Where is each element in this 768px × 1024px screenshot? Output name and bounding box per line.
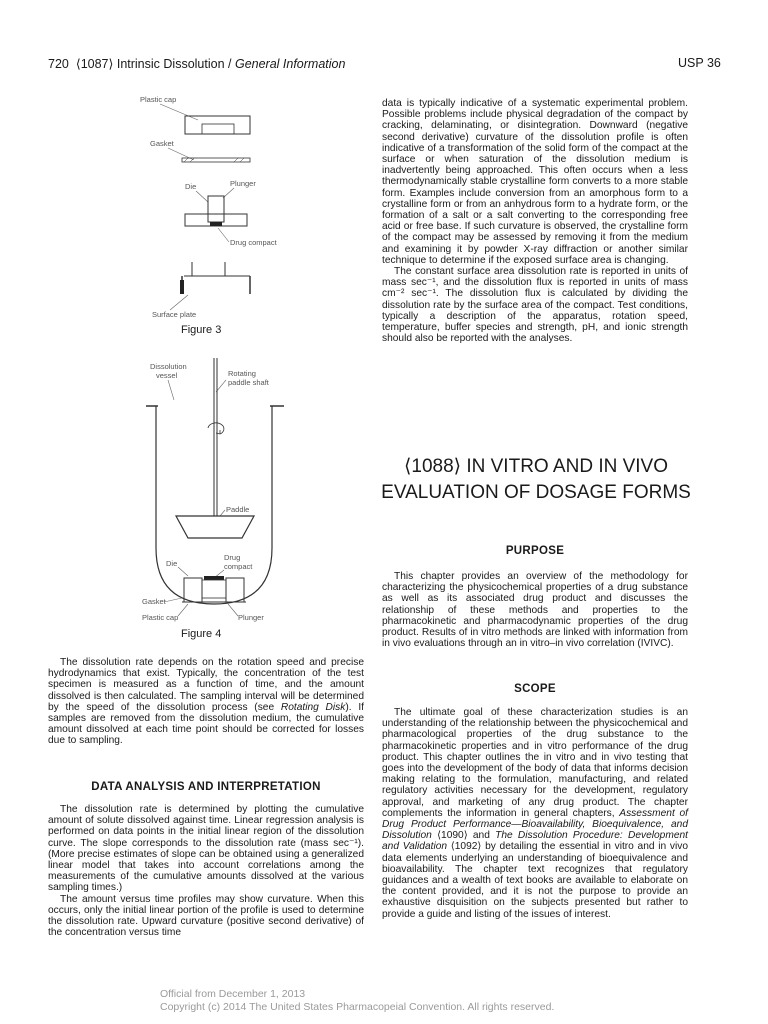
fig4-label-plastic-cap: Plastic cap	[142, 613, 179, 622]
paragraph-regression: The dissolution rate is determined by plotting the cumulative amount of solute dissolved against time. Linear regression analysis is performed on data points in the initial linear region of the dissolution curve. The slope corresponds to the dissolution rate (mass sec⁻¹). (More precise estimates of slope can be obtained using a generalized linear model that takes into account correlations among the measurements of the cumulative amounts dissolved at the various sampling times.)	[48, 804, 364, 894]
paragraph-flux: The constant surface area dissolution rate is reported in units of mass sec⁻¹, and the dissolution flux is reported in units of mass cm⁻² sec⁻¹. The dissolution flux is calculated by dividing the dissolution rate by the surface area of the compact. Test conditions, typically a description of the apparatus, rotation speed, temperature, buffer species and strength, pH, and ionic strength should also be reported with the analyses.	[382, 266, 688, 345]
figure-4-caption: Figure 4	[181, 628, 222, 640]
section-title: ⟨1087⟩ Intrinsic Dissolution /	[75, 57, 232, 71]
fig4-label-gasket: Gasket	[142, 597, 166, 606]
page-number: 720	[48, 57, 69, 71]
paragraph-curvature-cont: data is typically indicative of a systematic experimental problem. Possible problems include physical degradation of the compact by cracking, delaminating, or disintegration. Downward (negative second derivative) curvature of the dissolution profile is often indicative of a transformation of the solid form of the compact at the surface or when saturation of the dissolution medium is inadvertently being approached. This often occurs when a less thermodynamically stable crystalline form converts to a more stable form. Examples include conversion from an amorphous form to a crystalline form or from an anhydrous form to a hydrate form, or the formation of a salt or a salt converting to the corresponding free acid or free base. If such curvature is observed, the crystalline form of the compact may be assessed by removing it from the medium and examining it by powder X-ray diffraction or another similar technique to determine if the exposed surface area is changing.	[382, 98, 688, 266]
scope-section	[382, 707, 688, 920]
paragraph-curvature: The amount versus time profiles may show curvature. When this occurs, only the initial linear portion of the profile is used to determine the dissolution rate. Upward curvature (positive second derivative) of the concentration versus time	[48, 893, 364, 939]
paragraph-scope: The ultimate goal of these characterization studies is an understanding of the relationship between the physicochemical and pharmacological properties of the drug substance to the pharmacokinetic properties and in vitro performance of the drug product. This chapter outlines the in vitro and in vivo testing that goes into the development of the body of data that informs decision making relating to the formulation, manufacturing, and related regulatory activities necessary for the development, regulatory approval, and marketing of any drug product. The chapter complements the information in general chapters, Assessment of Drug Product Performance—Bioavailability, Bioequivalence, and Dissolution ⟨1090⟩ and The Dissolution Procedure: Development and Validation ⟨1092⟩ by detailing the essential in vitro and in vivo data elements underlying an understanding of bioequivalence and bioavailability. The chapter text recognizes that regulatory guidances and a wealth of text books are available to elaborate on the content provided, and it is not the purpose to provide an exhaustive disquisition on the subjects presented but rather to provide a guide and listing of the issues of interest.	[382, 707, 688, 920]
fig3-label-plastic-cap: Plastic cap	[140, 95, 177, 104]
figure-3-caption: Figure 3	[181, 324, 222, 336]
fig4-label-vessel-l2: vessel	[156, 371, 178, 380]
right-column-top	[382, 98, 688, 344]
footer-copyright: Copyright (c) 2014 The United States Pharmacopeial Convention. All rights reserved.	[160, 1001, 555, 1013]
fig4-label-plunger: Plunger	[238, 613, 264, 622]
fig4-label-drug-l1: Drug	[224, 553, 241, 562]
fig4-label-vessel-l1: Dissolution	[150, 362, 187, 371]
fig3-label-surface-plate: Surface plate	[152, 310, 197, 319]
fig3-label-drug-compact: Drug compact	[230, 238, 277, 247]
fig3-label-gasket: Gasket	[150, 139, 174, 148]
running-header	[48, 56, 345, 71]
footer-official-date: Official from December 1, 2013	[160, 988, 306, 1000]
section-category: General Information	[234, 57, 346, 71]
heading-purpose: PURPOSE	[505, 545, 565, 557]
heading-data-analysis: DATA ANALYSIS AND INTERPRETATION	[91, 781, 321, 793]
usp-edition: USP 36	[678, 56, 721, 70]
fig4-label-paddle: Paddle	[226, 505, 250, 514]
fig4-label-shaft-l1: Rotating	[228, 369, 256, 378]
fig4-label-die: Die	[166, 559, 178, 568]
fig4-label-shaft-l2: paddle shaft	[228, 378, 269, 387]
chapter-title: ⟨1088⟩ IN VITRO AND IN VIVO EVALUATION OF DOSAGE FORMS	[381, 456, 691, 503]
fig4-label-drug-l2: compact	[224, 562, 253, 571]
fig3-label-plunger: Plunger	[230, 179, 256, 188]
figure-3-diagram	[130, 90, 310, 322]
paragraph-purpose: This chapter provides an overview of the methodology for characterizing the physicochemical properties of a drug substance as well as its associated drug product and discusses the relationship of these methods and properties to the pharmacokinetic and pharmacodynamic properties of the drug product. Results of in vitro methods are linked with information from in vivo evaluations through an in vitro–in vivo correlation (IVIVC).	[382, 571, 688, 650]
paragraph-dissolution-rate: The dissolution rate depends on the rotation speed and precise hydrodynamics that exist. Typically, the concentration of the test specimen is measured as a function of time, and the amount dissolved is then calculated. The sampling interval will be determined by the speed of the dissolution process (see Rotating Disk). If samples are removed from the dissolution medium, the cumulative amount dissolved at each time point should be corrected for losses due to sampling.	[48, 657, 364, 747]
fig3-label-die: Die	[185, 182, 197, 191]
heading-scope: SCOPE	[514, 683, 556, 695]
figure-4-diagram	[138, 358, 308, 624]
left-column	[48, 657, 364, 747]
purpose-section	[382, 571, 688, 649]
left-column-lower	[48, 804, 364, 938]
